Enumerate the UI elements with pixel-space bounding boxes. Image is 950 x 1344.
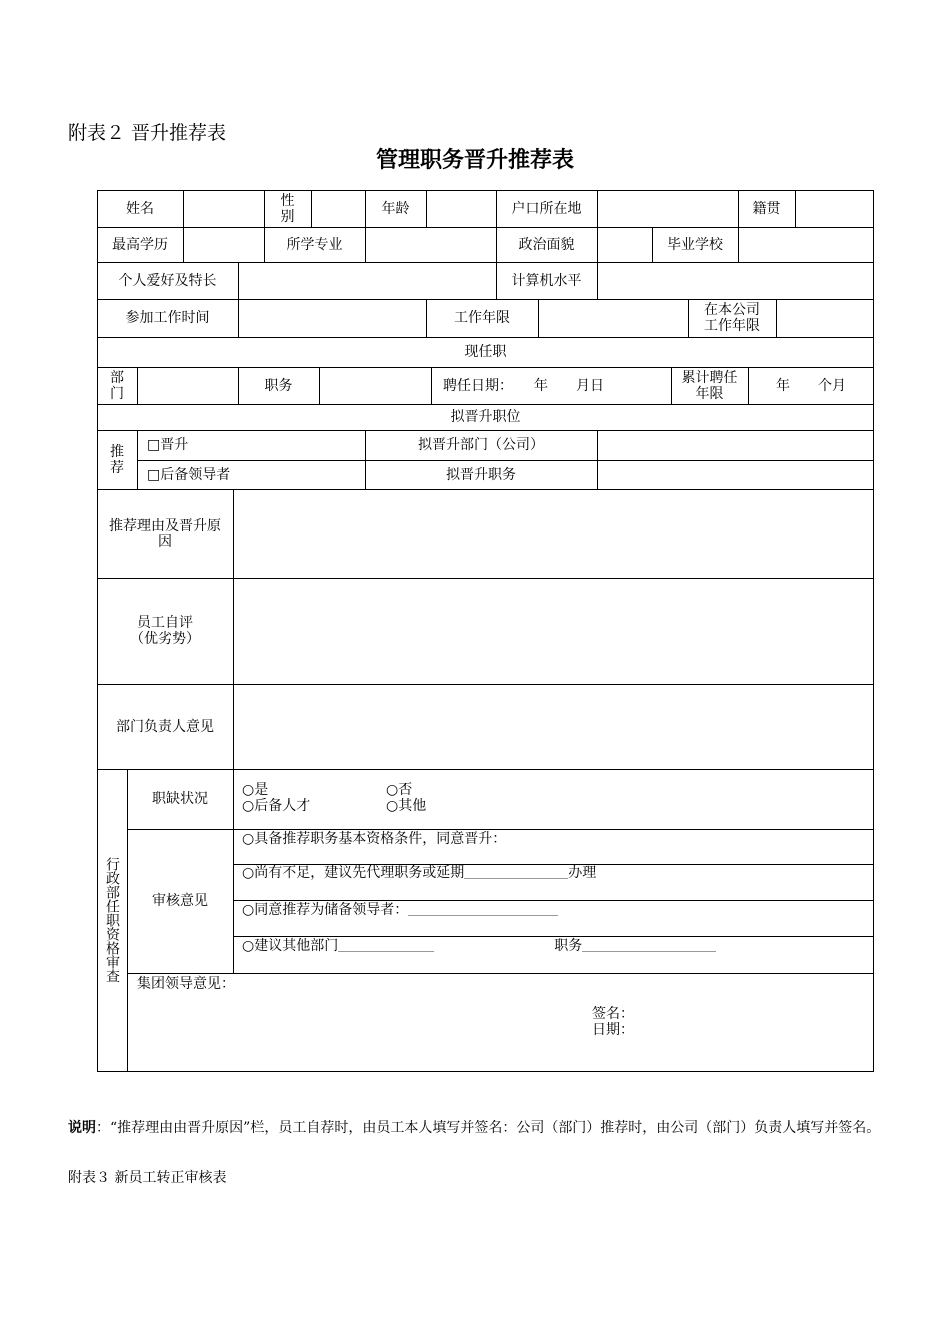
note-text: ：“推荐理由由晋升原因”栏，员工自荐时，由员工本人填写并签名：公司（部门）推荐时，由公司（部门）负责人填写并签名。 [96, 1120, 881, 1136]
grid-line [97, 190, 874, 191]
proposed-position-header: 拟晋升职位 [450, 409, 521, 425]
reserve-leader-checkbox[interactable]: □后备领导者 [147, 466, 231, 483]
grid-line [127, 973, 874, 974]
grid-line [233, 769, 234, 973]
computer-label: 计算机水平 [511, 272, 582, 289]
grid-line [688, 299, 689, 337]
grid-line [795, 190, 796, 227]
age-label: 年龄 [381, 200, 410, 217]
promote-checkbox[interactable]: □晋升 [147, 437, 189, 453]
grid-line [671, 367, 672, 404]
grid-line [597, 190, 598, 227]
grid-line [365, 190, 366, 227]
grid-line [137, 367, 138, 404]
vacancy-yes-radio[interactable]: ○是 [242, 782, 269, 798]
grid-line [426, 299, 427, 337]
opinion-option-defer[interactable] [242, 864, 862, 881]
group-opinion-label: 集团领导意见： [137, 976, 235, 992]
grid-line [264, 190, 265, 227]
grid-line [238, 367, 239, 404]
vacancy-label: 职缺状况 [152, 791, 208, 807]
grid-line [97, 430, 874, 431]
grid-line [496, 190, 497, 227]
grid-line [264, 227, 265, 262]
reserve-blank[interactable] [408, 903, 558, 916]
grid-line [233, 489, 234, 769]
other-dept-blank[interactable] [338, 939, 434, 952]
self-eval-line2: （优劣势） [130, 631, 200, 647]
vacancy-other-radio[interactable]: ○其他 [386, 798, 427, 814]
sign-label: 签名： [592, 1006, 634, 1022]
other-position-blank[interactable] [582, 939, 716, 952]
grid-line [597, 262, 598, 299]
grid-line [873, 190, 874, 1072]
grid-line [431, 367, 432, 404]
gender-label: 性别 [280, 192, 295, 225]
grid-line [426, 190, 427, 227]
current-dept-label: 部门 [110, 369, 124, 402]
dept-opinion-label: 部门负责人意见 [116, 718, 214, 735]
origin-label: 籍贯 [752, 200, 781, 217]
total-years-label: 累计聘任年限 [681, 369, 738, 402]
self-eval-label [97, 578, 233, 684]
grid-line [97, 299, 874, 300]
grid-line [738, 227, 739, 262]
grid-line [238, 299, 239, 337]
vacancy-no-radio[interactable]: ○否 [386, 782, 413, 798]
opinion-label: 审核意见 [152, 893, 208, 909]
hire-date-label: 聘任日期： 年 月日 [443, 377, 604, 394]
grid-line [97, 367, 874, 368]
grid-line [365, 227, 366, 262]
grid-line [538, 299, 539, 337]
grid-line [97, 489, 874, 490]
self-eval-line1: 员工自评 [137, 615, 193, 631]
hobby-label: 个人爱好及特长 [118, 272, 217, 289]
defer-blank[interactable] [464, 866, 568, 879]
work-start-label: 参加工作时间 [125, 310, 210, 326]
grid-line [233, 864, 874, 865]
note-label: 说明 [68, 1120, 96, 1136]
vacancy-reserve-radio[interactable]: ○后备人才 [242, 798, 311, 814]
grid-line [748, 367, 749, 404]
grid-line [97, 262, 874, 263]
opinion-option-other-dept-text: ○建议其他部门 [242, 937, 339, 954]
grid-line [183, 190, 184, 227]
grid-line [652, 227, 653, 262]
grid-line [97, 769, 874, 770]
grid-line [319, 367, 320, 404]
grid-line [738, 190, 739, 227]
date-label: 日期： [592, 1022, 634, 1038]
grid-line [97, 404, 874, 405]
grid-line [597, 430, 598, 489]
grid-line [597, 227, 598, 262]
target-dept-label: 拟晋升部门（公司） [418, 437, 544, 453]
grid-line [183, 227, 184, 262]
political-label: 政治面貌 [518, 236, 575, 253]
hukou-label: 户口所在地 [511, 200, 582, 217]
current-position-label: 职务 [264, 377, 293, 394]
recommend-label: 推荐 [110, 443, 124, 476]
grid-line [97, 337, 874, 338]
grid-line [311, 190, 312, 227]
attachment3-heading: 附表３ 新员工转正审核表 [68, 1170, 227, 1186]
opinion-option-defer-text: ○尚有不足，建议先代理职务或延期 [242, 864, 465, 881]
grid-line [496, 227, 497, 262]
work-years-label: 工作年限 [454, 310, 510, 326]
grid-line [233, 936, 874, 937]
opinion-option-approve[interactable]: ○具备推荐职务基本资格条件，同意晋升： [242, 830, 507, 847]
note [68, 1117, 886, 1140]
education-label: 最高学历 [112, 236, 168, 253]
name-label: 姓名 [126, 200, 154, 217]
current-position-header: 现任职 [464, 344, 507, 360]
year-month-label: 年 个月 [776, 377, 846, 394]
opinion-option-defer-suffix: 办理 [568, 864, 597, 881]
page-title: 管理职务晋升推荐表 [375, 148, 574, 173]
grid-line [97, 684, 874, 685]
grid-line [97, 578, 874, 579]
attachment-heading: 附表２ 晋升推荐表 [68, 122, 227, 144]
other-position-label: 职务 [554, 937, 583, 954]
grid-line [776, 299, 777, 337]
target-position-label: 拟晋升职务 [446, 466, 516, 483]
grid-line [127, 769, 128, 1071]
grid-line [97, 1071, 874, 1072]
school-label: 毕业学校 [667, 236, 723, 253]
opinion-option-other-dept[interactable] [242, 936, 862, 955]
opinion-option-reserve-text: ○同意推荐为储备领导者： [242, 901, 409, 918]
grid-line [238, 262, 239, 299]
grid-line [97, 227, 874, 228]
grid-line [97, 190, 98, 1072]
company-years-label: 在本公司工作年限 [704, 302, 760, 334]
review-side-label: 行政部任职资格审查 [104, 857, 120, 983]
opinion-option-reserve[interactable] [242, 900, 862, 919]
grid-line [137, 430, 138, 489]
grid-line [496, 262, 497, 299]
grid-line [233, 900, 874, 901]
reason-label: 推荐理由及晋升原因 [109, 517, 221, 550]
major-label: 所学专业 [286, 236, 343, 253]
grid-line [127, 829, 874, 830]
grid-line [137, 460, 874, 461]
grid-line [365, 430, 366, 489]
